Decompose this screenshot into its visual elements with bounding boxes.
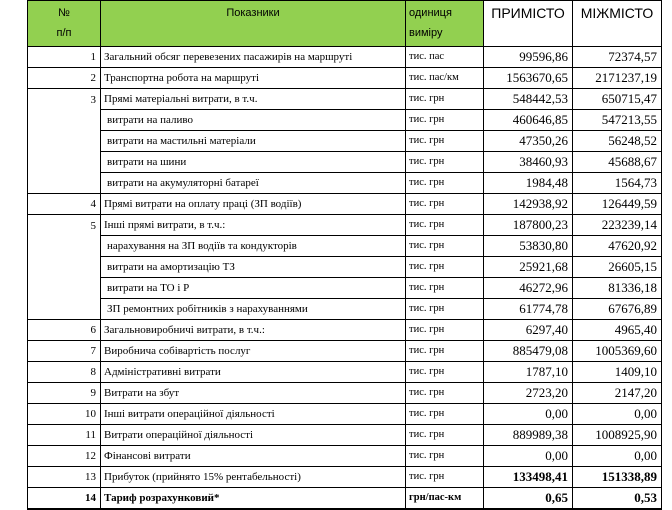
row-unit: тис. грн	[406, 257, 484, 278]
row-unit: тис. грн	[406, 131, 484, 152]
row-intercity-value: 81336,18	[573, 278, 662, 299]
row-indicator: Фінансові витрати	[101, 446, 406, 467]
row-suburban-value: 1787,10	[484, 362, 573, 383]
row-indicator: Прямі матеріальні витрати, в т.ч.	[101, 89, 406, 110]
row-intercity-value: 72374,57	[573, 47, 662, 68]
row-number: 7	[28, 341, 101, 362]
row-indicator: ЗП ремонтних робітників з нарахуваннями	[101, 299, 406, 320]
row-indicator: витрати на паливо	[101, 110, 406, 131]
row-intercity-value: 1409,10	[573, 362, 662, 383]
row-suburban-value: 99596,86	[484, 47, 573, 68]
table-row	[28, 89, 662, 110]
row-number: 2	[28, 68, 101, 89]
table-body	[28, 47, 662, 510]
row-suburban-value: 1563670,65	[484, 68, 573, 89]
cost-table	[27, 0, 662, 510]
row-indicator: Прибуток (прийнято 15% рентабельності)	[101, 467, 406, 488]
row-unit: грн/пас-км	[406, 488, 484, 510]
row-number: 5	[28, 215, 101, 236]
row-number	[28, 110, 101, 131]
row-indicator: Витрати операційної діяльності	[101, 425, 406, 446]
row-number: 8	[28, 362, 101, 383]
row-number: 6	[28, 320, 101, 341]
header-number-top: №	[58, 7, 70, 19]
table-row	[28, 320, 662, 341]
row-indicator: витрати на амортизацію ТЗ	[101, 257, 406, 278]
row-unit: тис. грн	[406, 215, 484, 236]
row-number: 3	[28, 89, 101, 110]
row-suburban-value: 46272,96	[484, 278, 573, 299]
row-number: 13	[28, 467, 101, 488]
header-number-bottom: п/п	[56, 27, 72, 39]
table-row	[28, 257, 662, 278]
row-number: 14	[28, 488, 101, 510]
row-intercity-value: 0,53	[573, 488, 662, 510]
row-intercity-value: 1564,73	[573, 173, 662, 194]
row-indicator: Адміністративні витрати	[101, 362, 406, 383]
row-suburban-value: 25921,68	[484, 257, 573, 278]
table-row	[28, 278, 662, 299]
row-unit: тис. пас/км	[406, 68, 484, 89]
row-unit: тис. грн	[406, 89, 484, 110]
table-row	[28, 152, 662, 173]
row-unit: тис. грн	[406, 383, 484, 404]
row-suburban-value: 53830,80	[484, 236, 573, 257]
row-indicator: Загальновиробничі витрати, в т.ч.:	[101, 320, 406, 341]
row-suburban-value: 0,65	[484, 488, 573, 510]
row-unit: тис. грн	[406, 320, 484, 341]
row-unit: тис. грн	[406, 467, 484, 488]
row-number: 9	[28, 383, 101, 404]
row-number: 4	[28, 194, 101, 215]
table-row	[28, 446, 662, 467]
row-unit: тис. грн	[406, 236, 484, 257]
row-intercity-value: 0,00	[573, 446, 662, 467]
row-indicator: Інші прямі витрати, в т.ч.:	[101, 215, 406, 236]
row-indicator: Транспортна робота на маршруті	[101, 68, 406, 89]
header-unit	[406, 1, 484, 47]
row-indicator: Загальний обсяг перевезених пасажирів на маршруті	[101, 47, 406, 68]
row-intercity-value: 1005369,60	[573, 341, 662, 362]
row-suburban-value: 0,00	[484, 404, 573, 425]
row-suburban-value: 38460,93	[484, 152, 573, 173]
row-intercity-value: 650715,47	[573, 89, 662, 110]
table-row	[28, 236, 662, 257]
row-intercity-value: 45688,67	[573, 152, 662, 173]
row-indicator: витрати на ТО і Р	[101, 278, 406, 299]
row-intercity-value: 47620,92	[573, 236, 662, 257]
row-suburban-value: 1984,48	[484, 173, 573, 194]
row-intercity-value: 26605,15	[573, 257, 662, 278]
row-suburban-value: 47350,26	[484, 131, 573, 152]
row-intercity-value: 56248,52	[573, 131, 662, 152]
header-number	[28, 1, 101, 47]
row-intercity-value: 2147,20	[573, 383, 662, 404]
row-indicator: Виробнича собівартість послуг	[101, 341, 406, 362]
row-indicator: Тариф розрахунковий*	[101, 488, 406, 510]
row-number	[28, 257, 101, 278]
row-suburban-value: 548442,53	[484, 89, 573, 110]
table-row	[28, 299, 662, 320]
header-row	[28, 1, 662, 47]
row-number	[28, 236, 101, 257]
table-row	[28, 110, 662, 131]
row-unit: тис. грн	[406, 446, 484, 467]
row-suburban-value: 889989,38	[484, 425, 573, 446]
row-number: 1	[28, 47, 101, 68]
table-row	[28, 362, 662, 383]
row-suburban-value: 0,00	[484, 446, 573, 467]
row-unit: тис. грн	[406, 110, 484, 131]
row-indicator: витрати на мастильні матеріали	[101, 131, 406, 152]
row-unit: тис. грн	[406, 152, 484, 173]
row-number	[28, 278, 101, 299]
row-intercity-value: 151338,89	[573, 467, 662, 488]
header-suburban: ПРИМІСТО	[484, 1, 573, 47]
row-unit: тис. пас	[406, 47, 484, 68]
row-number	[28, 173, 101, 194]
row-number: 11	[28, 425, 101, 446]
row-indicator: Інші витрати операційної діяльності	[101, 404, 406, 425]
header-unit-top: одиниця	[409, 7, 452, 19]
row-suburban-value: 61774,78	[484, 299, 573, 320]
table-row	[28, 173, 662, 194]
row-unit: тис. грн	[406, 299, 484, 320]
row-number	[28, 152, 101, 173]
row-suburban-value: 187800,23	[484, 215, 573, 236]
row-unit: тис. грн	[406, 404, 484, 425]
row-indicator: Прямі витрати на оплату праці (ЗП водіїв)	[101, 194, 406, 215]
row-indicator: витрати на шини	[101, 152, 406, 173]
row-intercity-value: 2171237,19	[573, 68, 662, 89]
row-number: 10	[28, 404, 101, 425]
row-unit: тис. грн	[406, 194, 484, 215]
row-indicator: витрати на акумуляторні батареї	[101, 173, 406, 194]
table-row	[28, 341, 662, 362]
row-suburban-value: 460646,85	[484, 110, 573, 131]
row-intercity-value: 4965,40	[573, 320, 662, 341]
row-unit: тис. грн	[406, 173, 484, 194]
row-unit: тис. грн	[406, 341, 484, 362]
table-row	[28, 215, 662, 236]
table-row-profit	[28, 467, 662, 488]
cost-table-container	[27, 0, 662, 510]
row-indicator: нарахування на ЗП водіїв та кондукторів	[101, 236, 406, 257]
row-suburban-value: 142938,92	[484, 194, 573, 215]
row-unit: тис. грн	[406, 278, 484, 299]
header-intercity: МІЖМІСТО	[573, 1, 662, 47]
row-suburban-value: 885479,08	[484, 341, 573, 362]
row-number: 12	[28, 446, 101, 467]
row-intercity-value: 223239,14	[573, 215, 662, 236]
row-intercity-value: 1008925,90	[573, 425, 662, 446]
row-unit: тис. грн	[406, 425, 484, 446]
row-suburban-value: 133498,41	[484, 467, 573, 488]
row-intercity-value: 547213,55	[573, 110, 662, 131]
row-intercity-value: 0,00	[573, 404, 662, 425]
table-row	[28, 425, 662, 446]
row-number	[28, 299, 101, 320]
row-suburban-value: 2723,20	[484, 383, 573, 404]
row-intercity-value: 126449,59	[573, 194, 662, 215]
table-row	[28, 383, 662, 404]
row-number	[28, 131, 101, 152]
row-intercity-value: 67676,89	[573, 299, 662, 320]
table-row	[28, 404, 662, 425]
table-row	[28, 47, 662, 68]
table-row	[28, 194, 662, 215]
table-row	[28, 68, 662, 89]
header-indicator: Показники	[101, 1, 406, 47]
row-indicator: Витрати на збут	[101, 383, 406, 404]
table-row	[28, 131, 662, 152]
row-suburban-value: 6297,40	[484, 320, 573, 341]
header-unit-bottom: виміру	[409, 27, 443, 39]
row-unit: тис. грн	[406, 362, 484, 383]
